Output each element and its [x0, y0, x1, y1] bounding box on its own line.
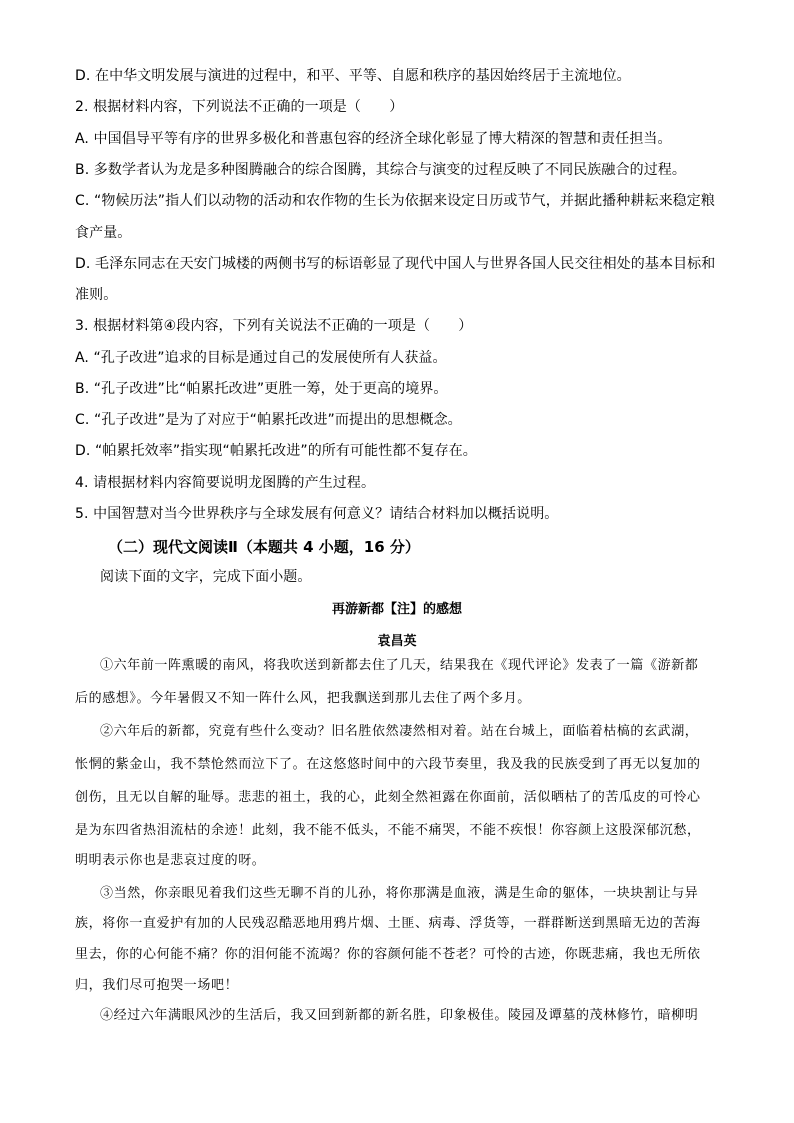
q2-option-a: A. 中国倡导平等有序的世界多极化和普惠包容的经济全球化彰显了博大精深的智慧和责任担当。 [75, 131, 672, 147]
passage-line: 创伤，且无以自解的耻辱。悲悲的祖土，我的心，此刻全然袒露在你面前，活似晒枯了的苦瓜皮的可怜心 [75, 790, 701, 805]
section-heading: （二）现代文阅读Ⅱ（本题共 4 小题，16 分） [108, 538, 420, 556]
passage-line: ②六年后的新都，究竟有些什么变动？旧名胜依然凄然相对着。站在台城上，面临着枯槁的玄武湖， [100, 724, 699, 739]
passage-line: 归，我们尽可抱哭一场吧！ [75, 978, 239, 993]
q5-question: 5. 中国智慧对当今世界秩序与全球发展有何意义？请结合材料加以概括说明。 [75, 506, 559, 522]
passage-line: ④经过六年满眼风沙的生活后，我又回到新都的新名胜，印象极佳。陵园及谭墓的茂林修竹，暗柳明 [100, 1008, 699, 1023]
passage-title: 再游新都【注】的感想 [331, 602, 462, 617]
q3-option-a: A. “孔子改进”追求的目标是通过自己的发展使所有人获益。 [75, 350, 447, 366]
passage-author: 袁昌英 [377, 634, 417, 649]
q2-option-b: B. 多数学者认为龙是多种图腾融合的综合图腾，其综合与演变的过程反映了不同民族融合的过程。 [75, 162, 687, 178]
passage-line: 族，将你一直爱护有加的人民残忍酷恶地用鸦片烟、土匪、病毒、浮货等，一群群断送到黑暗无边的苦海 [75, 916, 701, 931]
passage-line: 里去，你的心何能不痛？你的泪何能不流竭？你的容颜何能不苍老？可怜的古迹，你既悲痛，我也无所依 [75, 947, 701, 962]
q2-option-d-line2: 准则。 [75, 287, 118, 303]
q2-option-c-line1: C. “物候历法”指人们以动物的活动和农作物的生长为依据来设定日历或节气，并据此播种耕耘来稳定粮 [75, 193, 715, 209]
section-instruction: 阅读下面的文字，完成下面小题。 [100, 569, 312, 585]
q2-option-c-line2: 食产量。 [75, 225, 132, 241]
q3-stem: 3. 根据材料第④段内容，下列有关说法不正确的一项是（ ） [75, 318, 473, 334]
passage-line: 后的感想》。今年暑假又不知一阵什么风，把我飘送到那儿去住了两个多月。 [75, 691, 531, 706]
passage-line: 是为东四省热泪流枯的余迹！此刻，我不能不低头，不能不痛哭，不能不疾恨！你容颜上这股深郁沉愁， [75, 823, 701, 838]
q2-option-d-line1: D. 毛泽东同志在天安门城楼的两侧书写的标语彰显了现代中国人与世界各国人民交往相处的基本目标和 [75, 256, 716, 272]
q2-stem: 2. 根据材料内容，下列说法不正确的一项是（ ） [75, 99, 404, 115]
q1-option-d: D. 在中华文明发展与演进的过程中，和平、平等、自愿和秩序的基因始终居于主流地位。 [75, 68, 631, 84]
passage-line: 怅惘的紫金山，我不禁怆然而泣下了。在这悠悠时间中的六段节奏里，我及我的民族受到了再无以复加的 [75, 757, 701, 772]
q3-option-b: B. “孔子改进”比“帕累托改进”更胜一筹，处于更高的境界。 [75, 381, 448, 397]
passage-line: ①六年前一阵熏暖的南风，将我吹送到新都去住了几天，结果我在《现代评论》发表了一篇《游新都 [100, 658, 699, 673]
passage-line: 明明表示你也是悲哀过度的呀。 [75, 853, 266, 868]
q3-option-c: C. “孔子改进”是为了对应于“帕累托改进”而提出的思想概念。 [75, 412, 462, 428]
passage-line: ③当然，你亲眼见着我们这些无聊不肖的儿孙，将你那满是血液，满是生命的躯体，一块块割让与异 [100, 886, 699, 901]
q3-option-d: D. “帕累托效率”指实现“帕累托改进”的所有可能性都不复存在。 [75, 443, 477, 459]
q4-question: 4. 请根据材料内容简要说明龙图腾的产生过程。 [75, 475, 376, 491]
